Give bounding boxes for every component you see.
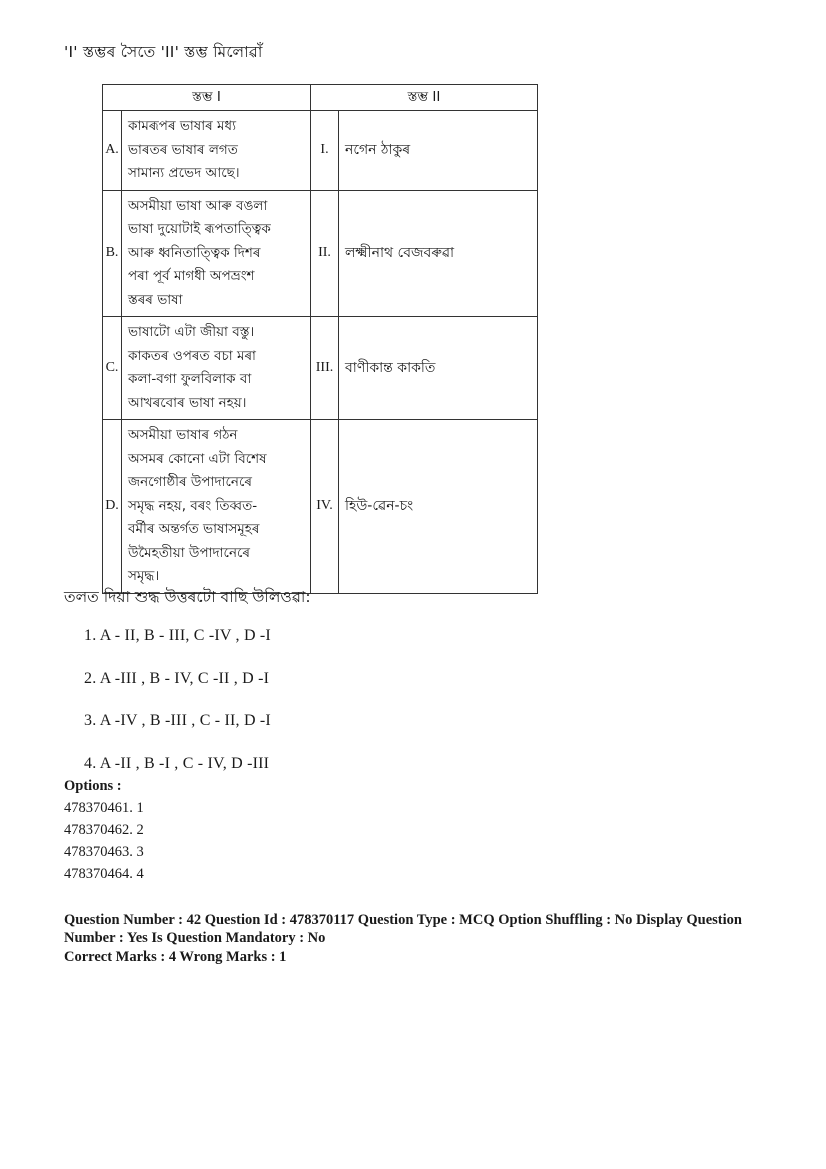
option-id-4: 478370464. 4 (64, 866, 144, 882)
table-row (103, 190, 538, 317)
cell-line: ভাষা দুয়োটাই ৰূপতাত্ত্বিক (128, 221, 271, 237)
row-label: C. (103, 317, 122, 420)
row-label: A. (103, 111, 122, 191)
option-id-1: 478370461. 1 (64, 800, 144, 816)
question-meta-line-3: Correct Marks : 4 Wrong Marks : 1 (64, 949, 287, 965)
column-1-cell (122, 111, 311, 191)
table-row (103, 317, 538, 420)
cell-line: বৰ্মীৰ অন্তৰ্গত ভাষাসমূহৰ (128, 521, 260, 537)
cell-line: কামৰূপৰ ভাষাৰ মধ্য (128, 118, 237, 134)
column-1-header: স্তম্ভ I (103, 85, 311, 111)
row-label: D. (103, 420, 122, 594)
column-1-cell (122, 190, 311, 317)
cell-line: ভাৰতৰ ভাষাৰ লগত (128, 141, 238, 158)
cell-line: জনগোষ্ঠীৰ উপাদানেৰে (128, 474, 252, 490)
instruction-text: তলত দিয়া শুদ্ধ উত্তৰটো বাছি উলিওৱা: (64, 588, 311, 606)
answer-choice-4: 4. A -II , B -I , C - IV, D -III (84, 755, 270, 772)
match-table (102, 84, 538, 594)
match-heading: 'I' স্তম্ভৰ সৈতে 'II' স্তম্ভ মিলোৱাঁ (64, 43, 263, 61)
cell-line: আখৰবোৰ ভাষা নহয়। (128, 394, 247, 411)
row-label: IV. (311, 420, 339, 594)
column-2-cell: বাণীকান্ত কাকতি (339, 317, 538, 420)
column-2-cell: লক্ষ্মীনাথ বেজবৰুৱা (339, 190, 538, 317)
options-label: Options : (64, 778, 122, 794)
answer-choice-1: 1. A - II, B - III, C -IV , D -I (84, 627, 271, 644)
row-label: II. (311, 190, 339, 317)
cell-line: অসমীয়া ভাষা আৰু বঙলা (128, 197, 268, 214)
cell-line: অসমীয়া ভাষাৰ গঠন (128, 427, 238, 443)
cell-line: কাকতৰ ওপৰত বচা মৰা (128, 347, 256, 364)
row-label: B. (103, 190, 122, 317)
column-1-cell (122, 420, 311, 594)
answer-choice-3: 3. A -IV , B -III , C - II, D -I (84, 712, 271, 729)
table-header-row (103, 85, 538, 111)
option-id-2: 478370462. 2 (64, 822, 144, 838)
question-meta-line-2: Number : Yes Is Question Mandatory : No (64, 930, 326, 946)
cell-line: অসমৰ কোনো এটা বিশেষ (128, 450, 267, 467)
cell-line: আৰু ধ্বনিতাত্ত্বিক দিশৰ (128, 244, 261, 261)
column-1-cell (122, 317, 311, 420)
table-row (103, 420, 538, 594)
option-id-3: 478370463. 3 (64, 844, 144, 860)
column-2-header: স্তম্ভ II (311, 85, 538, 111)
question-meta-line-1: Question Number : 42 Question Id : 478370117 Question Type : MCQ Option Shuffling : No Display Question (64, 912, 742, 928)
cell-line: কলা-বগা ফুলবিলাক বা (128, 371, 252, 387)
answer-choice-2: 2. A -III , B - IV, C -II , D -I (84, 670, 270, 687)
column-2-cell: হিউ-ৱেন-চং (339, 420, 538, 594)
cell-line: সামান্য প্ৰভেদ আছে। (128, 165, 240, 181)
column-2-cell: নগেন ঠাকুৰ (339, 111, 538, 191)
row-label: III. (311, 317, 339, 420)
cell-line: ভাষাটো এটা জীয়া বস্তু। (128, 324, 255, 340)
cell-line: পৰা পূৰ্ব মাগধী অপভ্ৰংশ (128, 268, 255, 284)
cell-line: সমৃদ্ধ। (128, 568, 160, 584)
table-row (103, 111, 538, 191)
cell-line: সমৃদ্ধ নহয়, বৰং তিব্বত- (128, 497, 258, 514)
row-label: I. (311, 111, 339, 191)
cell-line: স্তৰৰ ভাষা (128, 291, 183, 308)
cell-line: উমৈহতীয়া উপাদানেৰে (128, 544, 251, 561)
